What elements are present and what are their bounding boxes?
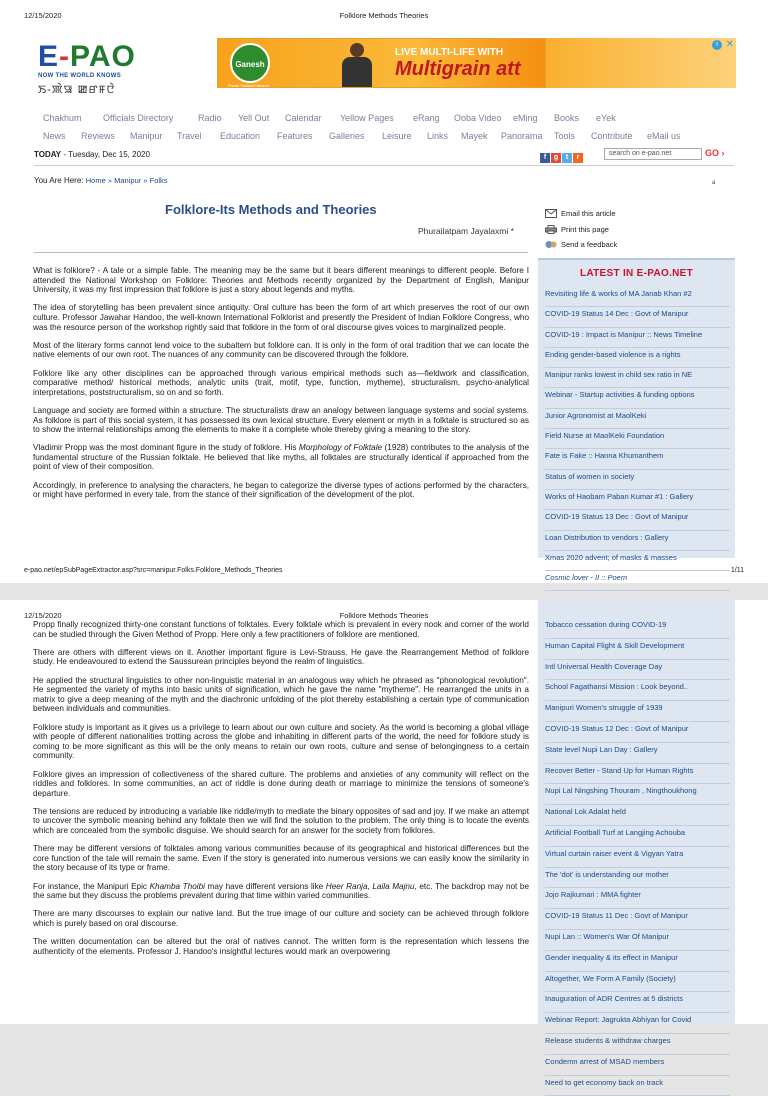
latest-item[interactable]: COVID-19 Status 13 Dec : Govt of Manipur: [545, 510, 730, 530]
ad-close-icon[interactable]: ✕: [725, 39, 734, 50]
nav-yell-out[interactable]: Yell Out: [238, 113, 270, 123]
latest-item[interactable]: Tobacco cessation during COVID-19: [545, 618, 730, 639]
divider: [34, 252, 528, 253]
print-page-2: [0, 600, 768, 1087]
article-paragraph: The written documentation can be altered but the oral of natives cannot. The written form is the representation which lessens the authenticity of the elements. Professor J. Handoo's insightful lectures would mark an overpowering: [33, 937, 529, 956]
nav-officials-directory[interactable]: Officials Directory: [103, 113, 174, 123]
nav-links[interactable]: Links: [427, 131, 449, 141]
latest-item[interactable]: State level Nupi Lan Day : Gallery: [545, 743, 730, 764]
latest-item[interactable]: Webinar - Startup activities & funding options: [545, 388, 730, 408]
article-author: Phurailatpam Jayalaxmi *: [418, 226, 514, 236]
breadcrumb-home[interactable]: Home: [85, 176, 106, 185]
article-paragraph: There may be different versions of folktales among various communities because of its geographical and historical differences but the core function of the tale will remain the same. Even if the story is generated into numerous versions we can easily know the similarity in the story because of its type or frame.: [33, 844, 529, 873]
article-title: Folklore-Its Methods and Theories: [165, 202, 377, 217]
latest-item[interactable]: National Lok Adalat held: [545, 805, 730, 826]
rss-icon[interactable]: r: [573, 153, 583, 163]
nav-galleries[interactable]: Galleries: [329, 131, 365, 141]
latest-item[interactable]: The 'dot' is understanding our mother: [545, 868, 730, 889]
ad-person-figure: [336, 41, 376, 87]
latest-item[interactable]: Jojo Rajkumari : MMA fighter: [545, 888, 730, 909]
nav-tools[interactable]: Tools: [554, 131, 576, 141]
article-paragraph: The tensions are reduced by introducing a variable like riddle/myth to mediate the binary opposites of sad and joy. If we make an attempt to uncover the symbolic meaning behind any folktale then we will find the solution to the problem. The only thing is to locate the events which are concealed from the symbolic disguise. We should search for an answer for the society from folklores.: [33, 806, 529, 836]
article-body: [33, 620, 529, 965]
envelope-icon: [545, 209, 557, 218]
article-paragraph: Folklore like any other disciplines can be approached through various empirical methods such as—fieldwork and classification, comparative method/ historical methods, analytic units (trait, motif, type, function, mytheme), structuralism, psycho-analytical interpretations, poststructuralism, so on and so forth.: [33, 368, 529, 397]
ad-info-icon[interactable]: i: [712, 40, 722, 50]
nav-eyek[interactable]: eYek: [596, 113, 616, 123]
nav-chakhum[interactable]: Chakhum: [43, 113, 82, 123]
nav-calendar[interactable]: Calendar: [285, 113, 322, 123]
latest-item[interactable]: Condemn arrest of MSAD members: [545, 1055, 730, 1076]
article-paragraph: The idea of storytelling has been prevalent since antiquity. Oral culture has been the form of art which preserves the root of our own culture. Professor Jawahar Handoo, the well-known International Folklorist and presently the President of Indian Folklore Congress, who was the resource person of the workshop rightly said that folklore in the form of oral discourse gives voices to marginalized people.: [33, 303, 529, 332]
article-paragraph: Most of the literary forms cannot lend voice to the subaltern but folklore can. It is only in the form of oral tradition that we can locate the native elements of our own root. The nuances of any community can be discovered through the folklore.: [33, 340, 529, 360]
breadcrumb-folks[interactable]: Folks: [149, 176, 168, 185]
latest-item[interactable]: Xmas 2020 advent; of masks & masses: [545, 551, 730, 571]
print-title: Folklore Methods Theories: [339, 11, 429, 20]
today-label: TODAY: [34, 150, 62, 159]
nav-manipur[interactable]: Manipur: [130, 131, 163, 141]
book-title: Morphology of Folktale: [298, 443, 383, 453]
print-url: e-pao.net/epSubPageExtractor.asp?src=manipur.Folks.Folklore_Methods_Theories: [24, 567, 283, 574]
article-paragraph: Folklore gives an impression of collectiveness of the shared culture. The problems and anxieties of any community will reflect on the riddles and folklores. In some communities, an act of riddle is done during death or marriage to minimize the tensions of someone's departure.: [33, 769, 529, 798]
banner-ad-extension[interactable]: [546, 38, 736, 88]
latest-item[interactable]: Field Nurse at MaolKeki Foundation: [545, 429, 730, 449]
latest-item[interactable]: Ending gender-based violence is a rights: [545, 348, 730, 368]
latest-item[interactable]: Altogether, We Form A Family (Society): [545, 972, 730, 993]
divider: [34, 165, 734, 166]
nav-yellow-pages[interactable]: Yellow Pages: [340, 113, 394, 123]
today-bar: TODAY - Tuesday, Dec 15, 2020: [34, 150, 150, 159]
latest-item[interactable]: Gender inequality & its effect in Manipur: [545, 951, 730, 972]
nav-books[interactable]: Books: [554, 113, 580, 123]
article-paragraph: Accordingly, in preference to analysing the characters, he began to categorize the diverse types of actions performed by the characters, or might have performed in every tale, from the stance of their signification of the development of the plot.: [33, 480, 529, 500]
breadcrumb: [34, 176, 168, 185]
latest-item[interactable]: Manipur ranks lowest in child sex ratio in NE: [545, 368, 730, 388]
nav-leisure[interactable]: Leisure: [382, 131, 412, 141]
nav-panorama[interactable]: Panorama: [501, 131, 543, 141]
ad-line-1: LIVE MULTI-LIFE WITH: [395, 47, 504, 58]
nav-radio[interactable]: Radio: [198, 113, 222, 123]
nav-education[interactable]: Education: [220, 131, 261, 141]
logo-wordmark: E-PAO: [38, 40, 136, 73]
nav-row-2: [43, 131, 681, 141]
latest-item[interactable]: Fate is Fake :: Hanna Khumanthem: [545, 449, 730, 469]
small-mark: a: [712, 180, 716, 186]
print-header: [24, 11, 744, 21]
nav-reviews[interactable]: Reviews: [81, 131, 116, 141]
latest-item[interactable]: COVID-19 Status 14 Dec : Govt of Manipur: [545, 307, 730, 327]
send-feedback-link[interactable]: Send a feedback: [545, 237, 617, 253]
latest-item[interactable]: Revisiting life & works of MA Janab Khan #2: [545, 287, 730, 307]
latest-item[interactable]: Need to get economy back on track: [545, 1076, 730, 1096]
breadcrumb-manipur[interactable]: Manipur: [114, 176, 142, 185]
logo-tagline: NOW THE WORLD KNOWS: [38, 73, 122, 79]
breadcrumb-separator: »: [108, 178, 112, 185]
today-date: Tuesday, Dec 15, 2020: [68, 150, 150, 159]
latest-item[interactable]: Loan Distribution to vendors : Gallery: [545, 531, 730, 551]
latest-item[interactable]: COVID-19 Status 12 Dec : Govt of Manipur: [545, 722, 730, 743]
latest-item[interactable]: Works of Haobam Paban Kumar #1 : Gallery: [545, 490, 730, 510]
nav-row-1: [43, 113, 616, 123]
article-body: [33, 266, 529, 508]
article-tools: [545, 206, 617, 253]
latest-item[interactable]: Human Capital Flight & Skill Development: [545, 639, 730, 660]
latest-item[interactable]: Inauguration of ADR Centres at 5 districts: [545, 992, 730, 1013]
ad-brand-badge: Ganesh: [230, 43, 270, 83]
latest-item[interactable]: COVID-19 : Impact is Manipur :: News Timeline: [545, 328, 730, 348]
latest-item[interactable]: Webinar Report: Jagrukta Abhiyan for Covid: [545, 1013, 730, 1034]
print-date: 12/15/2020: [24, 11, 62, 20]
ad-line-2: Multigrain att: [395, 58, 521, 80]
print-date: 12/15/2020: [24, 611, 62, 620]
breadcrumb-prefix: You Are Here:: [34, 176, 84, 185]
nav-features[interactable]: Features: [277, 131, 313, 141]
twitter-icon[interactable]: t: [562, 153, 572, 163]
latest-item[interactable]: Junior Agronomist at MaolKeki: [545, 409, 730, 429]
nav-erang[interactable]: eRang: [413, 113, 440, 123]
latest-item[interactable]: Cosmic lover - II :: Poem: [545, 571, 730, 591]
nav-news[interactable]: News: [43, 131, 66, 141]
ad-tag: Power Packed Ganesh: [228, 83, 269, 88]
nav-mayek[interactable]: Mayek: [461, 131, 488, 141]
latest-list: [545, 287, 730, 591]
banner-ad[interactable]: [217, 38, 546, 88]
latest-item[interactable]: Intl Universal Health Coverage Day: [545, 660, 730, 681]
nav-eming[interactable]: eMing: [513, 113, 538, 123]
article-paragraph: There are many discourses to explain our native land. But the true image of our culture and society can be achieved through folklore which is purely based on oral discourse.: [33, 909, 529, 928]
latest-title: LATEST IN E-PAO.NET: [579, 268, 694, 279]
latest-item[interactable]: Virtual curtain raiser event & Vigyan Yatra: [545, 847, 730, 868]
article-paragraph: He applied the structural linguistics to other non-linguistic material in an analogous way which he phrased as "phonological revolution". He segmented the variety of myths into basic units of signification, which he gave the name "mytheme". He rearranged the units in a matrix to give a deep meaning of the myth and the diachronic unfolding of the plot thereby establishing a certain type of communication between individuals and communities.: [33, 675, 529, 714]
nav-ooba-video[interactable]: Ooba Video: [454, 113, 502, 123]
facebook-icon[interactable]: f: [540, 153, 550, 163]
logo-script: ꯏ-ꯄꯥꯎ ꯀꯔꯝꯅꯥ: [38, 84, 116, 96]
nav-contribute[interactable]: Contribute: [591, 131, 633, 141]
latest-item[interactable]: Manipuri Women's struggle of 1939: [545, 701, 730, 722]
email-article-link[interactable]: Email this article: [545, 206, 617, 222]
latest-item[interactable]: COVID-19 Status 11 Dec : Govt of Manipur: [545, 909, 730, 930]
nav-travel[interactable]: Travel: [177, 131, 202, 141]
latest-item[interactable]: Nupi Lal Ningshing Thouram , Ningthoukhong: [545, 784, 730, 805]
latest-list: [545, 618, 730, 1096]
latest-item[interactable]: Nupi Lan :: Women's War Of Manipur: [545, 930, 730, 951]
printer-icon: [545, 225, 557, 234]
latest-item[interactable]: Release students & withdraw charges: [545, 1034, 730, 1055]
latest-item[interactable]: School Fagathansi Mission : Look beyond..: [545, 680, 730, 701]
print-page-link[interactable]: Print this page: [545, 222, 617, 238]
article-paragraph: Language and society are formed within a structure. The structuralists draw an analogy between language systems and social systems. As folklore is part of this social system, it has possessed its own lexical structure. Every element or myth in a folktale is structured so as to show the internal relationships among the elements to make it a complete whole thereby giving a meaning to the story.: [33, 405, 529, 435]
search-input[interactable]: search on e-pao.net: [604, 148, 702, 160]
article-paragraph: Folklore study is important as it gives us a privilege to learn about our own culture and society. As the world is becoming a global village with people of different nationalities trotting across the globe and inhabiting in different parts of the world, the need for folklore study is coming to be more significant as this will be the only means to retain our own roots, culture and sense of belongingness to a certain community.: [33, 722, 529, 761]
article-paragraph: What is folklore? - A tale or a simple fable. The meaning may be the same but it bears different meanings to different people. Before I attended the National Workshop on Folklore: Theories and Methods recently organized by the Department of English, Manipur University, it was my first impression that folklore is just a story about legends and myths.: [33, 266, 529, 295]
latest-item[interactable]: Recover Better - Stand Up for Human Rights: [545, 764, 730, 785]
article-paragraph: For instance, the Manipuri Epic Khamba Thoibi may have different versions like Heer Ranja, Laila Majnu, etc. The backdrop may not be the same but they discuss the problems prevalent during that time within varied communities.: [33, 881, 529, 901]
breadcrumb-separator: »: [143, 178, 148, 185]
article-paragraph: Vladimir Propp was the most dominant figure in the study of folklore. His Morphology of Folktale (1928) contributes to the analysis of the fundamental structure of the Russian folktale. He believed that like myths, all folktales are structurally identical if approached from the point of view of their composition.: [33, 443, 530, 472]
google-plus-icon[interactable]: g: [551, 153, 561, 163]
print-title: Folklore Methods Theories: [339, 611, 429, 620]
nav-email-us[interactable]: eMail us: [647, 131, 681, 141]
latest-item[interactable]: Artificial Football Turf at Langjing Achouba: [545, 826, 730, 847]
feedback-icon: [545, 240, 557, 249]
print-page-number: 1/11: [730, 567, 744, 574]
latest-item[interactable]: Status of women in society: [545, 470, 730, 490]
site-logo[interactable]: [38, 42, 148, 102]
article-paragraph: Propp finally recognized thirty-one constant functions of folktales. Every folktale which is prevalent in every nook and corner of the world can be studied through the Given Method of Propp. Here only a few practitioners of folklore are mentioned.: [33, 620, 529, 639]
search-go-button[interactable]: GO ›: [705, 148, 725, 158]
article-paragraph: There are others with different views on it. Another important figure is Levi-Strauss. He gave the Rearrangement Method of folklore study. He endeavoured to extend the Saussurean principles beyond the realm of linguistics.: [33, 647, 529, 667]
